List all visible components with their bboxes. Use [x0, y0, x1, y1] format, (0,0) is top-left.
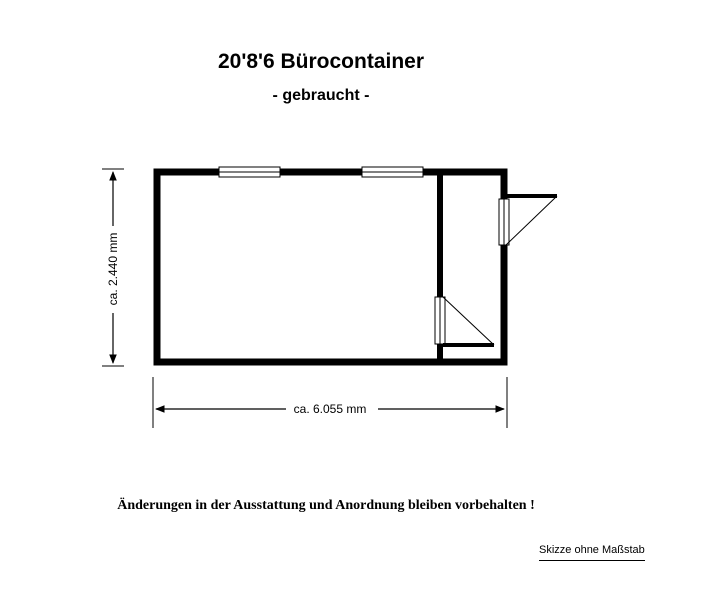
exterior-door [499, 196, 557, 245]
width-label: ca. 6.055 mm [293, 402, 367, 416]
width-dimension [153, 377, 507, 428]
disclaimer-note: Änderungen in der Ausstattung und Anordnung bleiben vorbehalten ! [117, 498, 535, 513]
page-title: 20'8'6 Bürocontainer [217, 50, 425, 73]
window-right [362, 167, 423, 177]
height-label: ca. 2.440 mm [106, 232, 120, 306]
container-outer-wall [157, 172, 504, 362]
height-dimension [102, 169, 124, 366]
window-left [219, 167, 280, 177]
interior-door [435, 297, 494, 345]
page-subtitle: - gebraucht - [272, 87, 370, 104]
scale-note: Skizze ohne Maßstab [539, 544, 645, 561]
